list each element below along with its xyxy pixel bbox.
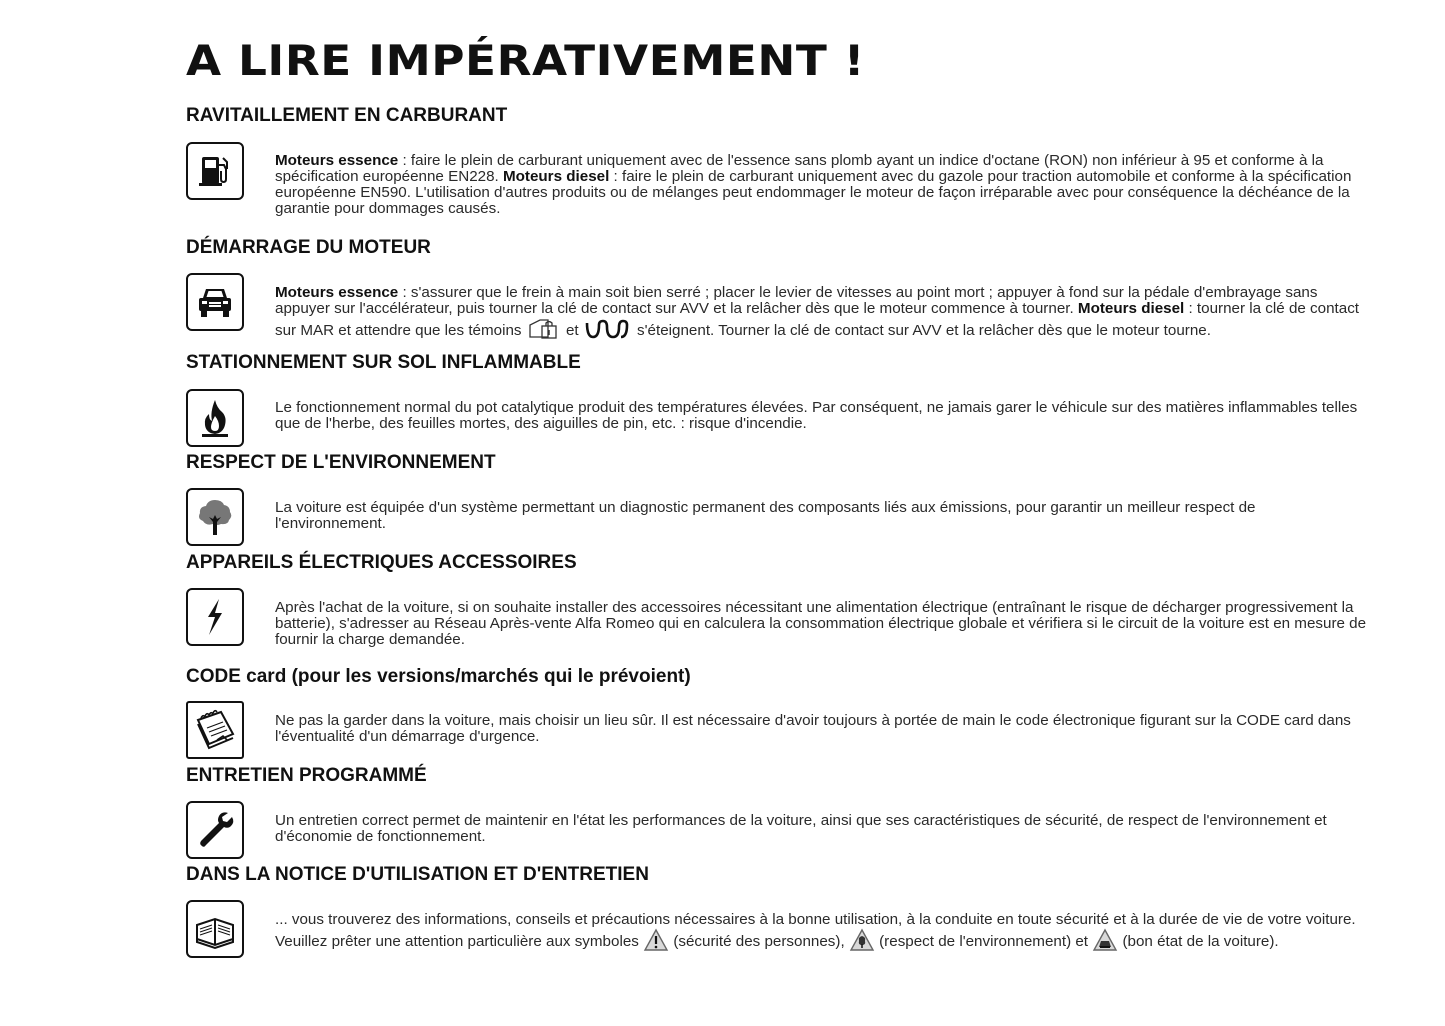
section-heading-electrical: APPAREILS ÉLECTRIQUES ACCESSOIRES bbox=[186, 552, 577, 573]
section-text-electrical: Après l'achat de la voiture, si on souhaite installer des accessoires nécessitant une alimentation électrique (entraînant le risque de décharger progressivement la batterie), s'adresser au Réseau Après-vente Alfa Romeo qui en calculera la consommation électrique globale et vérifiera si le circuit de la voiture est en mesure de fournir la charge demandée. bbox=[275, 599, 1367, 648]
section-text-codecard: Ne pas la garder dans la voiture, mais choisir un lieu sûr. Il est nécessaire d'avoir toujours à portée de main le code électronique figurant sur la CODE card dans l'éventualité d'un démarrage d'urgence. bbox=[275, 712, 1351, 745]
label-diesel-engines-start: Moteurs diesel bbox=[1077, 300, 1185, 317]
section-text-maintenance: Un entretien correct permet de maintenir en l'état les performances de la voiture, ainsi que ses caractéristiques de sécurité, de respect de l'environnement et d'économie de fonctionnement. bbox=[275, 812, 1327, 845]
open-book-icon bbox=[186, 900, 244, 958]
fuel-pump-icon bbox=[186, 142, 244, 200]
label-petrol-engines-start: Moteurs essence bbox=[275, 284, 399, 301]
wrench-icon bbox=[186, 801, 244, 859]
section-heading-parking: STATIONNEMENT SUR SOL INFLAMMABLE bbox=[186, 352, 581, 373]
label-petrol-engines: Moteurs essence bbox=[275, 152, 399, 169]
person-safety-warning-icon bbox=[643, 928, 669, 952]
lightning-icon bbox=[186, 588, 244, 646]
section-heading-maintenance: ENTRETIEN PROGRAMMÉ bbox=[186, 765, 427, 786]
tree-icon bbox=[186, 488, 244, 546]
text-start-end: s'éteignent. Tourner la clé de contact sur AVV et la relâcher dès que le moteur tourne. bbox=[632, 322, 1211, 339]
text-fuel-diesel: : faire le plein de carburant uniquement avec du gazole pour traction automobile et conforme à la spécification européenne EN590. L'utilisation d'autres produits ou de mélanges peut endommager le moteur de façon irréparable avec pour conséquence la déchéance de la garantie pour dommages causés. bbox=[275, 168, 1352, 217]
warning-light-icon bbox=[526, 317, 562, 341]
text-start-diesel: : tourner la clé de contact sur MAR et attendre que les témoins bbox=[275, 300, 1360, 339]
section-heading-fuel: RAVITAILLEMENT EN CARBURANT bbox=[186, 105, 508, 126]
text-manual-vehicle: (bon état de la voiture). bbox=[1118, 933, 1279, 950]
section-text-start bbox=[275, 285, 1367, 341]
glow-plug-icon bbox=[583, 317, 633, 341]
section-text-environment: La voiture est équipée d'un système permettant un diagnostic permanent des composants liés aux émissions, pour garantir un meilleur respect de l'environnement. bbox=[275, 499, 1256, 532]
section-text-parking: Le fonctionnement normal du pot catalytique produit des températures élevées. Par conséquent, ne jamais garer le véhicule sur des matières inflammables telles que de l'herbe, des feuilles mortes, des aiguilles de pin, etc. : risque d'incendie. bbox=[275, 399, 1358, 432]
section-text-manual bbox=[275, 912, 1367, 952]
page-title: A LIRE IMPÉRATIVEMENT ! bbox=[186, 36, 865, 85]
text-manual-intro: ... vous trouverez des informations, conseils et précautions nécessaires à la bonne utilisation, à la conduite en toute sécurité et à la durée de vie de votre voiture. Veuillez prêter une attention particulière aux symboles bbox=[275, 911, 1356, 950]
text-start-petrol: : s'assurer que le frein à main soit bien serré ; placer le levier de vitesses au point mort ; appuyer à fond sur la pédale d'embrayage sans appuyer sur l'accélérateur, puis tourner la clé de contact sur AVV et la relâcher dès que le moteur commence à tourner. bbox=[275, 284, 1318, 317]
section-heading-codecard: CODE card (pour les versions/marchés qui le prévoient) bbox=[186, 666, 691, 687]
environment-warning-icon bbox=[849, 928, 875, 952]
text-start-and: et bbox=[561, 322, 583, 339]
car-front-icon bbox=[186, 273, 244, 331]
section-heading-start: DÉMARRAGE DU MOTEUR bbox=[186, 237, 431, 258]
section-heading-manual: DANS LA NOTICE D'UTILISATION ET D'ENTRETIEN bbox=[186, 864, 649, 885]
vehicle-warning-icon bbox=[1092, 928, 1118, 952]
text-manual-safety: (sécurité des personnes), bbox=[669, 933, 849, 950]
section-heading-environment: RESPECT DE L'ENVIRONNEMENT bbox=[186, 452, 496, 473]
label-diesel-engines: Moteurs diesel bbox=[502, 168, 610, 185]
text-manual-environment: (respect de l'environnement) et bbox=[874, 933, 1093, 950]
section-text-fuel bbox=[275, 153, 1367, 217]
text-fuel-petrol: : faire le plein de carburant uniquement avec de l'essence sans plomb ayant un indice d'octane (RON) non inférieur à 95 et conforme à la spécification européenne EN228. bbox=[275, 152, 1324, 185]
flame-icon bbox=[186, 389, 244, 447]
code-card-icon bbox=[186, 701, 244, 759]
